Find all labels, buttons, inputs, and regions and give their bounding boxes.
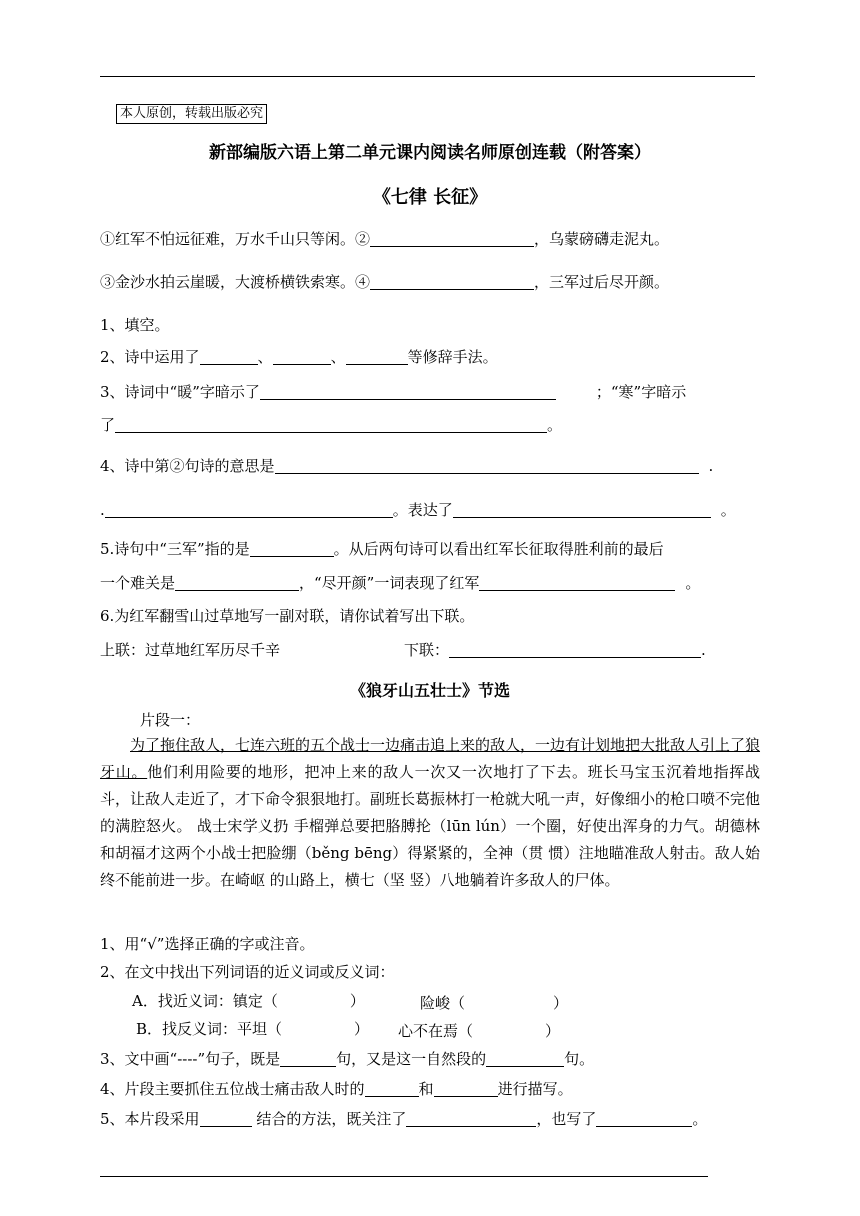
question-2: 2、诗中运用了 、 、 等修辞手法。 [100,348,498,366]
answer-blank[interactable] [365,1080,419,1097]
answer-blank[interactable] [434,1080,498,1097]
q2-4: 4、片段主要抓住五位战士痛击敌人时的 和 进行描写。 [100,1080,573,1098]
answer-blank[interactable] [280,1050,336,1067]
couplet-upper: 上联：过草地红军历尽千辛 [100,641,281,659]
answer-blank[interactable] [275,457,699,474]
answer-blank[interactable] [370,273,534,290]
section2-title: 《狼牙山五壮士》节选 [349,681,510,700]
question-5-cont: 一个难关是 ，“尽开颜”一词表现了红军 。 [100,574,701,592]
q2-3: 3、文中画“----”句子，既是 句，又是这一自然段的 句。 [100,1050,595,1068]
question-4-cont: . 。表达了 。 [100,501,736,519]
answer-blank[interactable] [200,348,258,365]
question-3: 3、诗词中“暖”字暗示了 ；“寒”字暗示 [100,383,687,401]
copyright-stamp: 本人原创，转载出版必究 [116,104,267,124]
answer-blank[interactable] [175,574,299,591]
poem-line-1: ①红军不怕远征难，万水千山只等闲。② ，乌蒙磅礴走泥丸。 [100,230,670,248]
question-1: 1、填空。 [100,316,170,334]
answer-blank[interactable] [596,1110,692,1127]
answer-blank[interactable] [479,574,675,591]
q2-1: 1、用“√”选择正确的字或注音。 [100,935,315,953]
q2-2a: A．找近义词：镇定（ ） [132,992,365,1010]
underlined-sentence: 为了拖住敌人，七连六班的五个战士一边痛击追上来的敌人，一边有计划地把大批敌人引上了狼牙山。 [100,736,761,781]
answer-blank[interactable] [250,540,334,557]
answer-blank[interactable] [449,641,701,658]
q2-2b-second: 心不在焉（ ） [398,1022,561,1040]
question-4: 4、诗中第②句诗的意思是 . [100,457,714,475]
q2-2: 2、在文中找出下列词语的近义词或反义词： [100,963,395,981]
bottom-rule [100,1176,708,1177]
couplet-lower: 下联： . [404,641,706,659]
answer-blank[interactable] [346,348,408,365]
answer-blank[interactable] [200,1110,252,1127]
answer-blank[interactable] [406,1110,536,1127]
q2-5: 5、本片段采用 结合的方法，既关注了 ，也写了 。 [100,1110,708,1128]
answer-blank[interactable] [453,501,711,518]
question-3-cont: 了 。 [100,416,563,434]
passage: 为了拖住敌人，七连六班的五个战士一边痛击追上来的敌人，一边有计划地把大批敌人引上了狼牙山。他们利用险要的地形，把冲上来的敌人一次又一次地打了下去。班长马宝玉沉着地指挥战斗，让敌人走近了，才下命令狠狠地打。副班长葛振林打一枪就大吼一声，好像细小的枪口喷不完他的满腔怒火。 战士宋学义扔 手榴弹总要把胳膊抡（lūn lún）一个圈，好使出浑身的力气。胡德林和胡福才这两个小战士把脸绷（běng bēng）得紧紧的，全神（贯 惯）注地瞄准敌人射击。敌人始终不能前进一步。在崎岖 的山路上，横七（坚 竖）八地躺着许多敌人的尸体。 [100,736,761,889]
answer-blank[interactable] [105,501,393,518]
main-title: 新部编版六语上第二单元课内阅读名师原创连载（附答案） [209,143,651,163]
answer-blank[interactable] [115,416,547,433]
fragment-label: 片段一： [140,711,201,729]
top-rule [100,76,755,77]
q2-2a-second: 险峻（ ） [420,994,569,1012]
answer-blank[interactable] [486,1050,564,1067]
poem-title: 《七律 长征》 [372,187,488,208]
question-6: 6.为红军翻雪山过草地写一副对联，请你试着写出下联。 [100,607,475,625]
poem-line-2: ③金沙水拍云崖暖，大渡桥横铁索寒。④ ，三军过后尽开颜。 [100,273,670,291]
answer-blank[interactable] [260,383,556,400]
answer-blank[interactable] [273,348,331,365]
question-5: 5.诗句中“三军”指的是 。从后两句诗可以看出红军长征取得胜利前的最后 [100,540,664,558]
answer-blank[interactable] [370,230,534,247]
q2-2b: B．找反义词：平坦（ ） [136,1020,370,1038]
